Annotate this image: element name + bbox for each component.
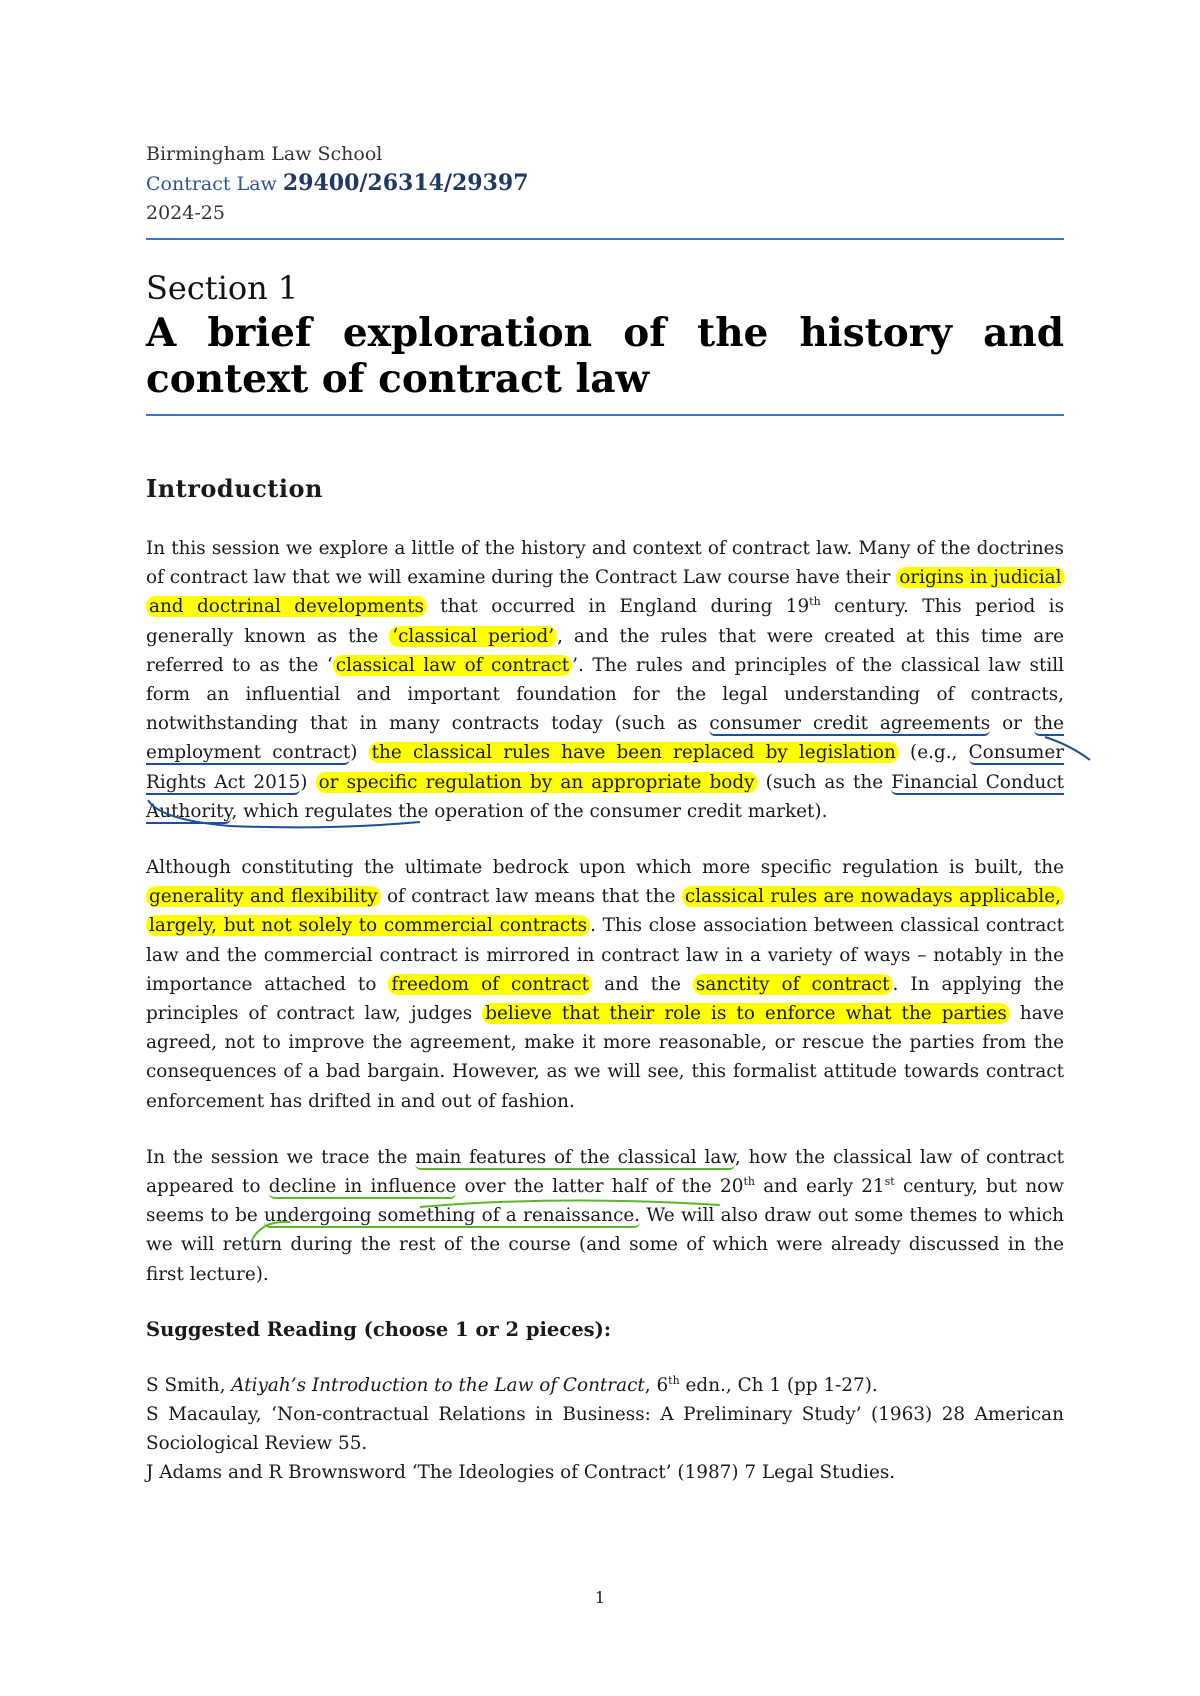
intro-paragraph-1 xyxy=(146,534,1064,826)
highlight: generality and flexibility xyxy=(146,886,381,907)
superscript: th xyxy=(668,1373,680,1387)
course-name: Contract Law xyxy=(146,173,277,195)
intro-paragraph-3 xyxy=(146,1143,1064,1289)
highlight: sanctity of contract xyxy=(693,974,893,995)
highlight: freedom of contract xyxy=(388,974,592,995)
school-name: Birmingham Law School xyxy=(146,143,383,165)
superscript: th xyxy=(743,1174,755,1188)
introduction-heading: Introduction xyxy=(146,474,323,503)
text-run: century, but now seems to be xyxy=(146,1176,1064,1227)
pen-underline: undergoing something of a renaissance. xyxy=(264,1205,641,1227)
text-run: (e.g., xyxy=(898,742,969,764)
highlight: classical rules are nowadays applicable, largely, but not solely to commercial contracts xyxy=(146,886,1064,936)
course-line xyxy=(146,169,1064,199)
text-run: have agreed, not to improve the agreement, make it more reasonable, or rescue the parties from the consequences of a bad bargain. However, as we will see, this formalist attitude towards contract enforcement has drifted in and out of fashion. xyxy=(146,1003,1064,1112)
highlight: origins in judicial and doctrinal developments xyxy=(146,567,1065,617)
page-number: 1 xyxy=(594,1588,606,1607)
text-run: , which regulates the operation of the consumer credit market). xyxy=(231,800,828,822)
text-run: and the xyxy=(592,973,693,995)
text-run: or xyxy=(990,713,1034,735)
text-run: ) xyxy=(350,742,369,764)
text-run: ’. The rules and principles of the classical law still form an influential and important foundation for the legal understanding of contracts, notwithstanding that in many contracts today (such as xyxy=(146,654,1064,735)
header-divider xyxy=(146,238,1064,240)
text-run: of contract law means that the xyxy=(380,886,682,908)
text-run: . This close association between classical contract law and the commercial contract is mirrored in contract law in a variety of ways – notably in the importance attached to xyxy=(146,915,1064,995)
highlight: or specific regulation by an appropriate body xyxy=(316,772,758,793)
pen-underline: the employment contract xyxy=(146,713,1064,764)
intro-paragraph-2 xyxy=(146,853,1064,1116)
pen-underline: consumer credit agreements xyxy=(709,713,991,735)
course-codes: 29400/26314/29397 xyxy=(282,170,529,196)
highlight: ‘classical period’ xyxy=(389,626,557,647)
pen-underline: main features of the classical law xyxy=(415,1146,735,1168)
superscript: th xyxy=(809,595,821,609)
text-run: Although constituting the ultimate bedrock upon which more specific regulation is built, the xyxy=(146,857,1064,879)
text-run: S Smith, xyxy=(146,1374,232,1396)
highlight: the classical rules have been replaced by legislation xyxy=(369,742,899,763)
text-run: edn., Ch 1 (pp 1-27). xyxy=(679,1374,878,1396)
text-run: , 6 xyxy=(644,1374,669,1396)
text-run: , how the classical law of contract appeared to xyxy=(146,1146,1065,1198)
text-run: We will also draw out some themes to which we will return during the rest of the course (and some of which were already discussed in the first lecture). xyxy=(146,1205,1064,1285)
text-run: ) xyxy=(300,771,316,793)
academic-year: 2024-25 xyxy=(146,202,225,224)
text-run: In this session we explore a little of the history and context of contract law. Many of the doctrines of contract law that we will examine during the Contract Law course have their xyxy=(146,538,1064,589)
highlight: believe that their role is to enforce what the parties xyxy=(482,1003,1010,1024)
reading-list xyxy=(146,1371,1064,1488)
page-content xyxy=(146,140,1064,1488)
text-run: (such as the xyxy=(757,771,892,793)
text-run: over the latter half of the 20 xyxy=(456,1176,744,1198)
text-run: century. This period is generally known as the xyxy=(146,596,1065,647)
pen-underline: Consumer Rights Act 2015 xyxy=(146,742,1064,793)
text-run: , and the rules that were created at this time are referred to as the ‘ xyxy=(146,625,1064,676)
text-run: that occurred in England during 19 xyxy=(426,596,810,618)
section-title: A brief exploration of the history and context of contract law xyxy=(146,310,1064,402)
reading-item-1 xyxy=(146,1371,1064,1400)
text-run: In the session we trace the xyxy=(146,1146,416,1168)
superscript: st xyxy=(884,1174,895,1188)
section-label: Section 1 xyxy=(146,269,299,307)
book-title: Atiyah’s Introduction to the Law of Contract xyxy=(231,1374,645,1396)
reading-item-3: J Adams and R Brownsword ‘The Ideologies of Contract’ (1987) 7 Legal Studies. xyxy=(146,1462,896,1484)
text-run: . In applying the principles of contract law, judges xyxy=(146,973,1064,1025)
title-divider xyxy=(146,414,1064,416)
pen-underline: decline in influence xyxy=(268,1176,457,1198)
reading-heading: Suggested Reading (choose 1 or 2 pieces): xyxy=(146,1317,612,1341)
highlight: classical law of contract xyxy=(333,655,572,676)
reading-item-2: S Macaulay, ‘Non-contractual Relations in Business: A Preliminary Study’ (1963) 28 American Sociological Review 55. xyxy=(146,1404,1064,1455)
pen-underline: Financial Conduct Authority xyxy=(146,771,1065,822)
text-run: and early 21 xyxy=(754,1176,885,1198)
